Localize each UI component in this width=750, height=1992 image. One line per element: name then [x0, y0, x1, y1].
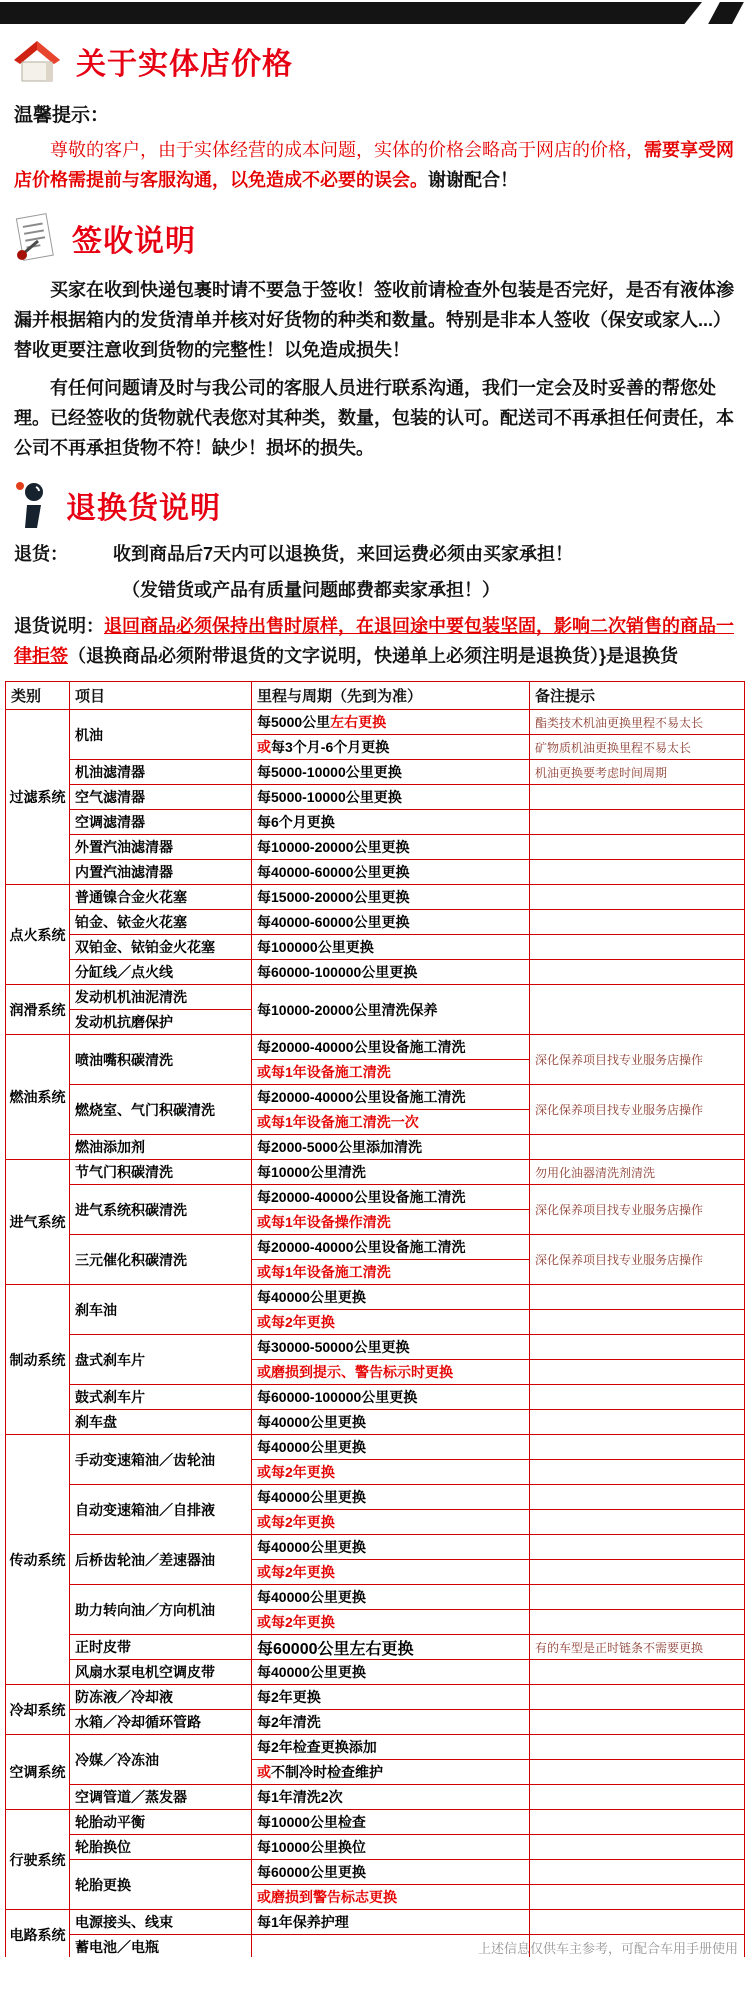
- text-segment: 每20000-40000公里设备施工清洗: [257, 1089, 466, 1105]
- cell-note: [530, 1385, 745, 1410]
- table-row: [6, 960, 745, 985]
- text-segment: 退货说明：: [14, 616, 104, 636]
- cell-note: [530, 1710, 745, 1735]
- cell-note: [530, 810, 745, 835]
- table-row: [6, 1035, 745, 1060]
- cell-note: [530, 985, 745, 1035]
- sign-receipt-title: 签收说明: [72, 225, 196, 258]
- tip-label: 温馨提示：: [14, 105, 110, 126]
- text-segment: 每20000-40000公里设备施工清洗: [257, 1239, 466, 1255]
- table-row: [6, 1660, 745, 1685]
- cell-category: 空调系统: [6, 1735, 70, 1810]
- text-segment: 尊敬的客户，由于实体经营的成本问题，实体的价格会略高于网店的价格，: [50, 140, 644, 160]
- cell-item: 燃烧室、气门积碳清洗: [70, 1085, 252, 1135]
- table-row: [6, 1585, 745, 1610]
- cell-item: 冷媒／冷冻油: [70, 1735, 252, 1785]
- cell-mileage: [252, 860, 530, 885]
- text-segment: 每40000公里更换: [257, 1439, 366, 1455]
- table-row: [6, 1635, 745, 1660]
- cell-mileage: [252, 1560, 530, 1585]
- cell-item: 燃油添加剂: [70, 1135, 252, 1160]
- cell-mileage: [252, 1885, 530, 1910]
- cell-note: [530, 1360, 745, 1385]
- cell-mileage: [252, 710, 530, 735]
- text-segment: 每10000公里清洗: [257, 1164, 366, 1180]
- table-row: [6, 935, 745, 960]
- cell-mileage: [252, 910, 530, 935]
- cell-item: 电源接头、线束: [70, 1910, 252, 1935]
- cell-mileage: [252, 1335, 530, 1360]
- cell-item: 铂金、铱金火花塞: [70, 910, 252, 935]
- text-segment: 或每1年设备施工清洗一次: [257, 1114, 419, 1130]
- text-segment: 每40000公里更换: [257, 1539, 366, 1555]
- table-row: [6, 1735, 745, 1760]
- table-row: [6, 1185, 745, 1210]
- cell-note: 深化保养项目找专业服务店操作: [530, 1085, 745, 1135]
- cell-mileage: [252, 760, 530, 785]
- table-row: [6, 1235, 745, 1260]
- cell-item: 水箱／冷却循环管路: [70, 1710, 252, 1735]
- cell-item: 空气滤清器: [70, 785, 252, 810]
- text-segment: 每15000-20000公里更换: [257, 889, 410, 905]
- store-price-title: 关于实体店价格: [76, 48, 293, 81]
- table-row: [6, 910, 745, 935]
- text-segment: 谢谢配合！: [428, 170, 518, 190]
- cell-note: 深化保养项目找专业服务店操作: [530, 1035, 745, 1085]
- cell-mileage: [252, 1585, 530, 1610]
- cell-note: [530, 835, 745, 860]
- cell-note: [530, 1735, 745, 1760]
- cell-category: 燃油系统: [6, 1035, 70, 1160]
- text-segment: 或: [257, 1764, 271, 1780]
- cell-note: [530, 1560, 745, 1585]
- table-row: [6, 1785, 745, 1810]
- cell-note: 酯类技术机油更换里程不易太长: [530, 710, 745, 735]
- text-segment: （发错货或产品有质量问题邮费都卖家承担！）: [122, 580, 500, 600]
- cell-note: [530, 1435, 745, 1460]
- cell-mileage: [252, 1460, 530, 1485]
- cell-category: 润滑系统: [6, 985, 70, 1035]
- cell-mileage: [252, 1835, 530, 1860]
- cell-note: [530, 785, 745, 810]
- cell-note: [530, 1460, 745, 1485]
- table-row: [6, 860, 745, 885]
- cell-item: 自动变速箱油／自排液: [70, 1485, 252, 1535]
- cell-note: [530, 1510, 745, 1535]
- cell-note: [530, 935, 745, 960]
- cell-note: 深化保养项目找专业服务店操作: [530, 1185, 745, 1235]
- cell-mileage: [252, 1635, 530, 1660]
- cell-note: 勿用化油器清洗剂清洗: [530, 1160, 745, 1185]
- table-row: [6, 885, 745, 910]
- text-segment: 每100000公里更换: [257, 939, 374, 955]
- cell-mileage: [252, 1910, 530, 1935]
- cell-item: 轮胎动平衡: [70, 1810, 252, 1835]
- house-icon: [12, 38, 62, 84]
- text-segment: 或每2年更换: [257, 1614, 335, 1630]
- text-segment: 每2年检查更换添加: [257, 1739, 377, 1755]
- text-segment: 每40000公里更换: [257, 1414, 366, 1430]
- cell-note: [530, 1685, 745, 1710]
- cell-mileage: [252, 1235, 530, 1260]
- cell-item: 后桥齿轮油／差速器油: [70, 1535, 252, 1585]
- table-row: [6, 985, 745, 1010]
- cell-note: [530, 1885, 745, 1910]
- cell-note: 矿物质机油更换里程不易太长: [530, 735, 745, 760]
- cell-category: 冷却系统: [6, 1685, 70, 1735]
- store-price-paragraph: [14, 135, 736, 195]
- cell-item: 分缸线／点火线: [70, 960, 252, 985]
- table-row: [6, 1535, 745, 1560]
- cell-note: [530, 1285, 745, 1310]
- table-row: [6, 1685, 745, 1710]
- cell-mileage: [252, 1660, 530, 1685]
- cell-item: 进气系统积碳清洗: [70, 1185, 252, 1235]
- sign-receipt-header: [0, 203, 750, 267]
- cell-mileage: [252, 1060, 530, 1085]
- table-row: [6, 1810, 745, 1835]
- cell-mileage: [252, 1435, 530, 1460]
- cell-mileage: [252, 1110, 530, 1135]
- text-segment: 每3个月-6个月更换: [271, 739, 390, 755]
- cell-category: 点火系统: [6, 885, 70, 985]
- cell-note: [530, 860, 745, 885]
- cell-mileage: [252, 1685, 530, 1710]
- table-row: [6, 1860, 745, 1885]
- cell-note: [530, 910, 745, 935]
- text-segment: 每6个月更换: [257, 814, 335, 830]
- cell-note: [530, 1910, 745, 1935]
- text-segment: 退回商品必须保持出售时原样，在退回途中要包装坚固，影响二次销售的商品一律拒签: [14, 616, 734, 666]
- cell-mileage: [252, 935, 530, 960]
- cell-mileage: [252, 1610, 530, 1635]
- cell-note: [530, 1785, 745, 1810]
- text-segment: 或每1年设备施工清洗: [257, 1064, 391, 1080]
- text-segment: 或: [257, 739, 271, 755]
- cell-note: 有的车型是正时链条不需要更换: [530, 1635, 745, 1660]
- text-segment: 每2000-5000公里添加清洗: [257, 1139, 422, 1155]
- top-ribbon: [0, 0, 750, 30]
- footer-note: 上述信息仅供车主参考，可配合车用手册使用: [477, 1941, 738, 1956]
- column-header: 里程与周期（先到为准）: [252, 682, 530, 710]
- text-segment: 每60000公里左右更换: [257, 1640, 414, 1658]
- text-segment: 每60000公里更换: [257, 1864, 366, 1880]
- cell-note: [530, 1835, 745, 1860]
- cell-mileage: [252, 1285, 530, 1310]
- cell-note: [530, 960, 745, 985]
- cell-mileage: [252, 985, 530, 1035]
- cell-item: 机油滤清器: [70, 760, 252, 785]
- text-segment: 每60000-100000公里更换: [257, 964, 418, 980]
- text-segment: 左右更换: [330, 714, 387, 730]
- table-row: [6, 1285, 745, 1310]
- table-header-row: [6, 682, 745, 710]
- cell-note: [530, 1310, 745, 1335]
- column-header: 项目: [70, 682, 252, 710]
- cell-mileage: [252, 1710, 530, 1735]
- cell-item: 内置汽油滤清器: [70, 860, 252, 885]
- cell-note: [530, 1660, 745, 1685]
- cell-mileage: [252, 1485, 530, 1510]
- cell-mileage: [252, 1385, 530, 1410]
- cell-note: [530, 1335, 745, 1360]
- table-row: [6, 710, 745, 735]
- cell-note: [530, 1585, 745, 1610]
- cell-mileage: [252, 1085, 530, 1110]
- cell-category: 进气系统: [6, 1160, 70, 1285]
- cell-item: 防冻液／冷却液: [70, 1685, 252, 1710]
- text-segment: 每40000-60000公里更换: [257, 914, 410, 930]
- text-segment: 或每1年设备施工清洗: [257, 1264, 391, 1280]
- cell-mileage: [252, 1260, 530, 1285]
- cell-item: 发动机抗磨保护: [70, 1010, 252, 1035]
- cell-item: 手动变速箱油／齿轮油: [70, 1435, 252, 1485]
- cell-mileage: [252, 1510, 530, 1535]
- table-row: [6, 810, 745, 835]
- table-row: [6, 1085, 745, 1110]
- text-segment: 或每2年更换: [257, 1514, 335, 1530]
- cell-note: [530, 1535, 745, 1560]
- text-segment: 每40000公里更换: [257, 1289, 366, 1305]
- table-row: [6, 1910, 745, 1935]
- ribbon-bar: [0, 2, 702, 24]
- cell-item: 刹车油: [70, 1285, 252, 1335]
- cell-mileage: [252, 1785, 530, 1810]
- text-segment: 或每2年更换: [257, 1564, 335, 1580]
- cell-item: 刹车盘: [70, 1410, 252, 1435]
- text-segment: 每2年更换: [257, 1689, 321, 1705]
- cell-mileage: [252, 1810, 530, 1835]
- returns-line-1: [14, 539, 736, 569]
- cell-item: 蓄电池／电瓶: [70, 1935, 252, 1958]
- cell-note: 机油更换要考虑时间周期: [530, 760, 745, 785]
- cell-category: 过滤系统: [6, 710, 70, 885]
- cell-mileage: [252, 1735, 530, 1760]
- text-segment: 每10000公里检查: [257, 1814, 366, 1830]
- cell-note: 深化保养项目找专业服务店操作: [530, 1235, 745, 1285]
- text-segment: 每40000公里更换: [257, 1589, 366, 1605]
- cell-mileage: [252, 1410, 530, 1435]
- cell-item: 正时皮带: [70, 1635, 252, 1660]
- table-row: [6, 1710, 745, 1735]
- document-icon: [12, 211, 58, 265]
- cell-mileage: [252, 1760, 530, 1785]
- cell-category: 电路系统: [6, 1910, 70, 1958]
- returns-line-3: [14, 611, 736, 671]
- text-segment: 或磨损到提示、警告标示时更换: [257, 1364, 453, 1380]
- cell-mileage: [252, 785, 530, 810]
- table-row: [6, 1485, 745, 1510]
- cell-mileage: [252, 735, 530, 760]
- cell-item: 轮胎更换: [70, 1860, 252, 1910]
- text-segment: 收到商品后7天内可以退换货，来回运费必须由买家承担！: [113, 544, 574, 564]
- cell-item: 外置汽油滤清器: [70, 835, 252, 860]
- cell-note: [530, 1135, 745, 1160]
- table-row: [6, 1410, 745, 1435]
- text-segment: 不制冷时检查维护: [271, 1764, 383, 1780]
- text-segment: 或每2年更换: [257, 1314, 335, 1330]
- cell-mileage: [252, 1210, 530, 1235]
- cell-mileage: [252, 1860, 530, 1885]
- text-segment: 每30000-50000公里更换: [257, 1339, 410, 1355]
- returns-header: [0, 471, 750, 533]
- returns-title: 退换货说明: [66, 492, 221, 525]
- text-segment: 每40000公里更换: [257, 1489, 366, 1505]
- sign-receipt-paragraph-2: 有任何问题请及时与我公司的客服人员进行联系沟通，我们一定会及时妥善的帮您处理。已经签收的货物就代表您对其种类，数量，包装的认可。配送司不再承担任何责任，本公司不再承担货物不符！缺少！损坏的损失。: [14, 378, 734, 458]
- text-segment: 每20000-40000公里设备施工清洗: [257, 1039, 466, 1055]
- text-segment: 退货：: [14, 544, 113, 564]
- cell-note: [530, 1860, 745, 1885]
- text-segment: 每40000-60000公里更换: [257, 864, 410, 880]
- cell-item: 节气门积碳清洗: [70, 1160, 252, 1185]
- text-segment: 每1年清洗2次: [257, 1789, 343, 1805]
- cell-mileage: [252, 960, 530, 985]
- cell-mileage: [252, 1535, 530, 1560]
- cell-note: [530, 1410, 745, 1435]
- cell-item: 空调滤清器: [70, 810, 252, 835]
- maintenance-table: [5, 681, 745, 1957]
- cell-item: 喷油嘴积碳清洗: [70, 1035, 252, 1085]
- cell-note: [530, 1610, 745, 1635]
- text-segment: 每5000公里: [257, 714, 331, 730]
- cell-mileage: [252, 1360, 530, 1385]
- table-row: [6, 1160, 745, 1185]
- text-segment: 或每2年更换: [257, 1464, 335, 1480]
- cell-item: 双铂金、铱铂金火花塞: [70, 935, 252, 960]
- cell-note: [530, 885, 745, 910]
- cell-mileage: [252, 835, 530, 860]
- returns-line-2: [122, 575, 736, 605]
- cell-note: [530, 1760, 745, 1785]
- sign-receipt-paragraph-1: 买家在收到快递包裹时请不要急于签收！签收前请检查外包装是否完好，是否有液体渗漏并根据箱内的发货清单并核对好货物的种类和数量。特别是非本人签收（保安或家人...）替收更要注意收到货物的完整性！以免造成损失！: [14, 280, 734, 360]
- cell-category: 制动系统: [6, 1285, 70, 1435]
- cell-mileage: [252, 1310, 530, 1335]
- text-segment: 每10000-20000公里清洗保养: [257, 1001, 438, 1018]
- cell-item: 普通镍合金火花塞: [70, 885, 252, 910]
- cell-mileage: [252, 1160, 530, 1185]
- table-row: [6, 1835, 745, 1860]
- text-segment: 每2年清洗: [257, 1714, 321, 1730]
- cell-mileage: [252, 1135, 530, 1160]
- table-row: [6, 1135, 745, 1160]
- text-segment: 每60000-100000公里更换: [257, 1389, 418, 1405]
- text-segment: 每10000-20000公里更换: [257, 839, 410, 855]
- cell-item: 鼓式刹车片: [70, 1385, 252, 1410]
- cell-mileage: [252, 885, 530, 910]
- column-header: 类别: [6, 682, 70, 710]
- cell-item: 发动机机油泥清洗: [70, 985, 252, 1010]
- cell-item: 机油: [70, 710, 252, 760]
- cell-note: [530, 1810, 745, 1835]
- cell-mileage: [252, 1185, 530, 1210]
- text-segment: 每10000公里换位: [257, 1839, 366, 1855]
- cell-mileage: [252, 1035, 530, 1060]
- text-segment: 每20000-40000公里设备施工清洗: [257, 1189, 466, 1205]
- table-row: [6, 785, 745, 810]
- table-row: [6, 1435, 745, 1460]
- text-segment: 每5000-10000公里更换: [257, 789, 402, 805]
- ribbon-fold: [708, 2, 744, 24]
- table-row: [6, 835, 745, 860]
- cell-item: 风扇水泵电机空调皮带: [70, 1660, 252, 1685]
- table-row: [6, 760, 745, 785]
- cell-item: 轮胎换位: [70, 1835, 252, 1860]
- text-segment: 需要享受网店价格需提前与客服沟通，以免造成不必要的误会。: [14, 140, 734, 190]
- table-row: [6, 1385, 745, 1410]
- text-segment: 或每1年设备操作清洗: [257, 1214, 391, 1230]
- store-price-header: [0, 30, 750, 86]
- text-segment: 每40000公里更换: [257, 1664, 366, 1680]
- cell-category: 行驶系统: [6, 1810, 70, 1910]
- column-header: 备注提示: [530, 682, 745, 710]
- text-segment: 每1年保养护理: [257, 1914, 349, 1930]
- cell-item: 空调管道／蒸发器: [70, 1785, 252, 1810]
- cell-mileage: [252, 810, 530, 835]
- text-segment: （退换商品必须附带退货的文字说明，快递单上必须注明是退换货）}是退换货: [68, 646, 679, 666]
- info-icon: [12, 479, 52, 531]
- cell-item: 助力转向油／方向机油: [70, 1585, 252, 1635]
- cell-note: [530, 1485, 745, 1510]
- cell-category: 传动系统: [6, 1435, 70, 1685]
- text-segment: 每5000-10000公里更换: [257, 764, 402, 780]
- table-row: [6, 1335, 745, 1360]
- cell-item: 三元催化积碳清洗: [70, 1235, 252, 1285]
- text-segment: 或磨损到警告标志更换: [257, 1889, 397, 1905]
- cell-item: 盘式刹车片: [70, 1335, 252, 1385]
